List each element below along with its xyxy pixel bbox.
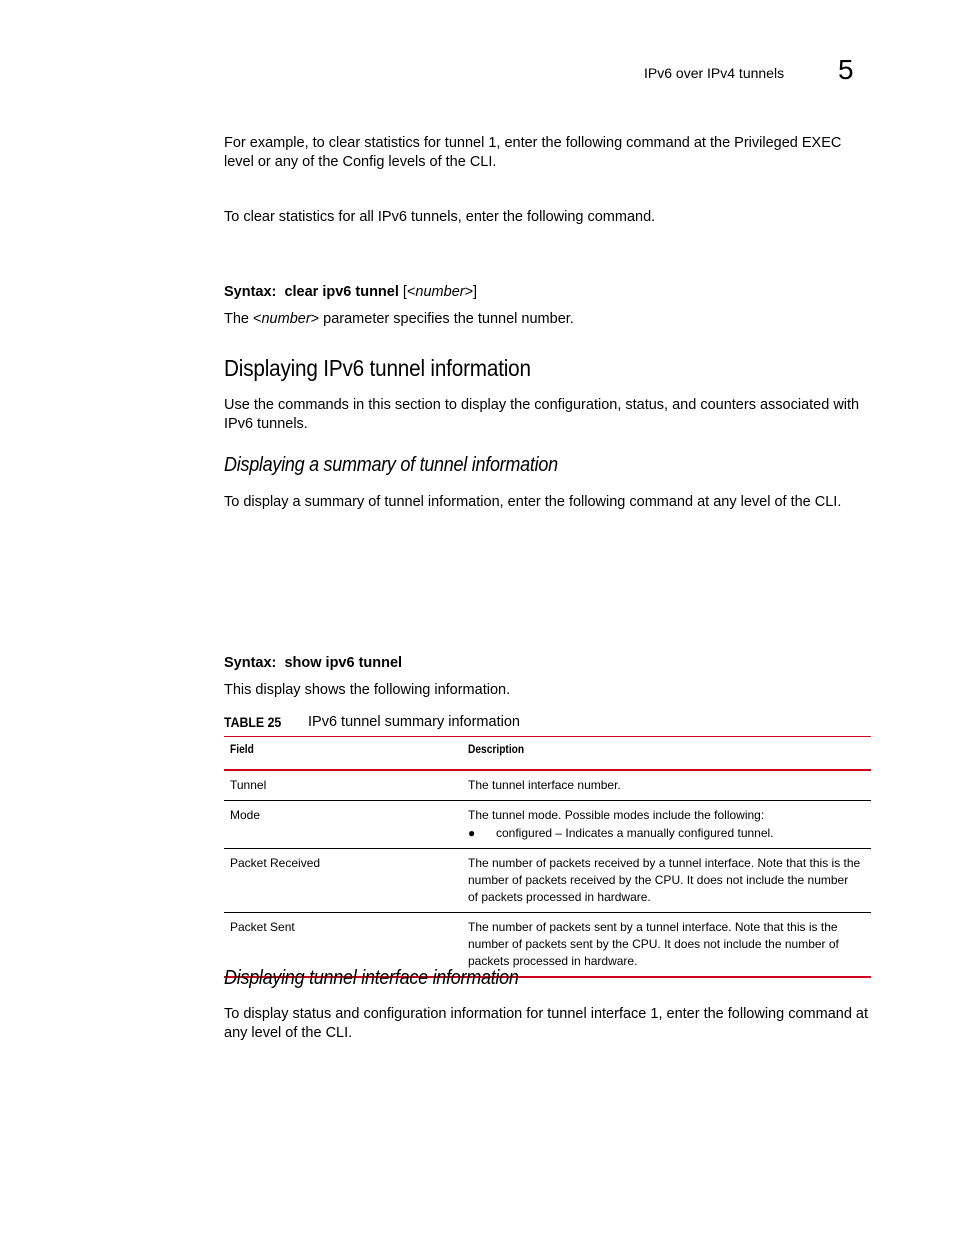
syntax-label: Syntax: (224, 655, 277, 671)
cell-description: The tunnel interface number. (462, 770, 871, 801)
syntax-arg: number (415, 284, 465, 300)
table-header-row (224, 737, 871, 771)
table-caption-title: IPv6 tunnel summary information (308, 714, 520, 730)
syntax-close: >] (464, 284, 478, 300)
header-section-title: IPv6 over IPv4 tunnels (644, 65, 785, 81)
tunnel-summary-table (224, 736, 871, 978)
cell-description: The number of packets received by a tunnel interface. Note that this is the number of packets received by the CPU. It does not include the number of packets processed in hardware. (462, 849, 871, 913)
syntax-label: Syntax: (224, 284, 277, 300)
cell-field: Packet Sent (224, 913, 462, 978)
table-caption-number: TABLE 25 (224, 714, 282, 730)
cell-description: The number of packets sent by a tunnel interface. Note that this is the number of packets sent by the CPU. It does not include the number of packets processed in hardware. (462, 913, 871, 978)
paragraph-clear-one: For example, to clear statistics for tunnel 1, enter the following command at the Privileged EXEC level or any of the Config levels of the CLI. (224, 135, 842, 170)
cell-description (462, 801, 871, 849)
bullet-icon: ● (468, 826, 476, 840)
parameter-description (224, 310, 874, 329)
bullet-text: configured – Indicates a manually configured tunnel. (496, 826, 774, 840)
paragraph-interface: To display status and configuration information for tunnel interface 1, enter the following command at any level of the CLI. (224, 1006, 869, 1041)
table-row (224, 770, 871, 801)
syntax-clear-ipv6-tunnel (224, 283, 874, 302)
param-arg: number (261, 311, 311, 327)
syntax-show-ipv6-tunnel (224, 654, 874, 673)
header-field: Field (224, 737, 462, 771)
heading-interface: Displaying tunnel interface information (224, 967, 519, 989)
paragraph-display-shows: This display shows the following information. (224, 682, 511, 698)
paragraph-use-commands: Use the commands in this section to display the configuration, status, and counters associated with IPv6 tunnels. (224, 397, 860, 432)
table-row (224, 849, 871, 913)
syntax-command: clear ipv6 tunnel (284, 284, 399, 300)
chapter-number: 5 (838, 54, 854, 85)
syntax-command: show ipv6 tunnel (284, 655, 403, 671)
cell-field: Packet Received (224, 849, 462, 913)
cell-field: Mode (224, 801, 462, 849)
cell-description-text: The tunnel mode. Possible modes include the following: (468, 808, 765, 822)
cell-field: Tunnel (224, 770, 462, 801)
param-pre: The < (224, 311, 262, 327)
header-description: Description (462, 737, 871, 771)
heading-summary: Displaying a summary of tunnel information (224, 454, 558, 476)
param-post: > parameter specifies the tunnel number. (310, 311, 574, 327)
heading-displaying-ipv6-tunnel-information: Displaying IPv6 tunnel information (224, 355, 531, 381)
bullet-item (468, 825, 861, 842)
paragraph-summary: To display a summary of tunnel information, enter the following command at any level of the CLI. (224, 494, 842, 510)
syntax-open: [< (402, 284, 416, 300)
paragraph-clear-all: To clear statistics for all IPv6 tunnels, enter the following command. (224, 209, 656, 225)
table-row (224, 801, 871, 849)
